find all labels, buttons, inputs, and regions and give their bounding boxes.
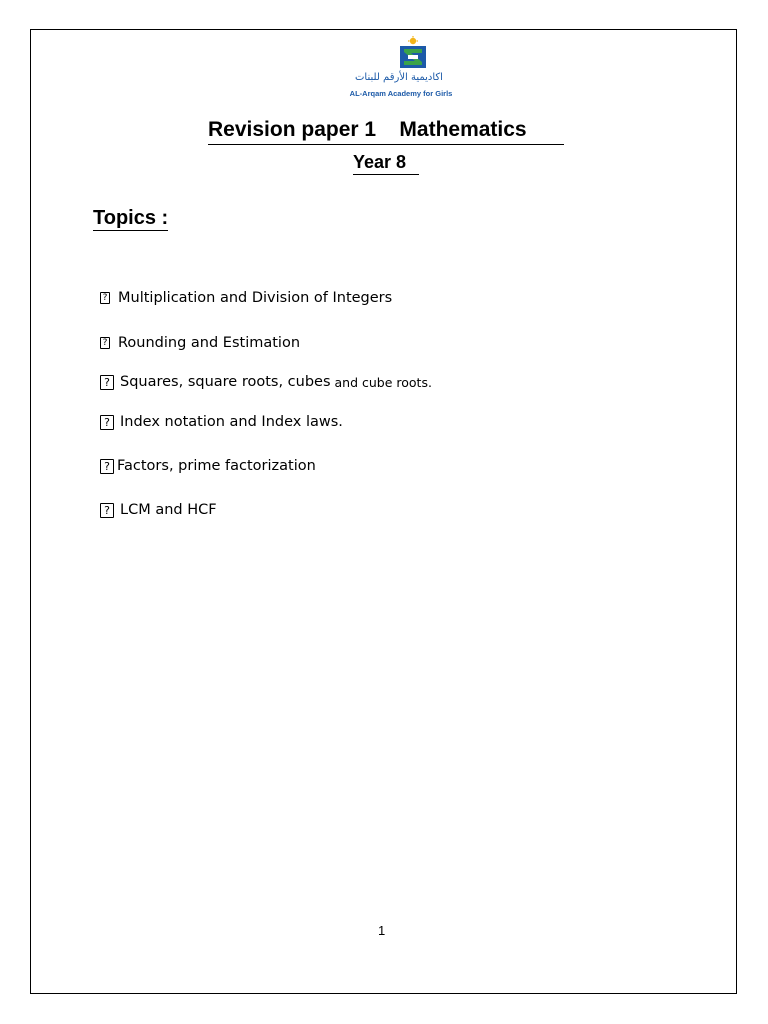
page-title: Revision paper 1 Mathematics [208, 117, 564, 145]
topic-label: Rounding and Estimation [118, 335, 301, 351]
missing-glyph-icon: ? [100, 415, 114, 430]
missing-glyph-icon: ? [100, 503, 114, 518]
topic-label: LCM and HCF [120, 502, 217, 518]
page-number: 1 [378, 923, 386, 938]
topic-label: Squares, square roots, cubes [120, 374, 331, 390]
topic-label: Multiplication and Division of Integers [118, 290, 393, 306]
logo-english-name: AL-Arqam Academy for Girls [349, 89, 453, 98]
academy-logo-icon [398, 36, 428, 70]
logo-arabic-name: اكاديمية الأرقم للبنات [355, 72, 443, 83]
topic-item [100, 412, 343, 432]
missing-glyph-icon: ? [100, 375, 114, 390]
missing-glyph-icon: ? [100, 292, 110, 304]
topic-item [100, 288, 392, 308]
topic-item [100, 456, 316, 476]
missing-glyph-icon: ? [100, 337, 110, 349]
missing-glyph-icon: ? [100, 459, 114, 474]
topic-label: Index notation and Index laws. [120, 414, 343, 430]
topic-label-suffix: and cube roots. [334, 374, 432, 390]
topic-label: Factors, prime factorization [117, 458, 316, 474]
topic-item [100, 500, 217, 520]
year-subtitle: Year 8 [353, 151, 419, 175]
topic-item [100, 333, 300, 353]
academy-logo [340, 36, 460, 106]
topic-item [100, 372, 432, 392]
topics-heading: Topics : [93, 207, 169, 229]
